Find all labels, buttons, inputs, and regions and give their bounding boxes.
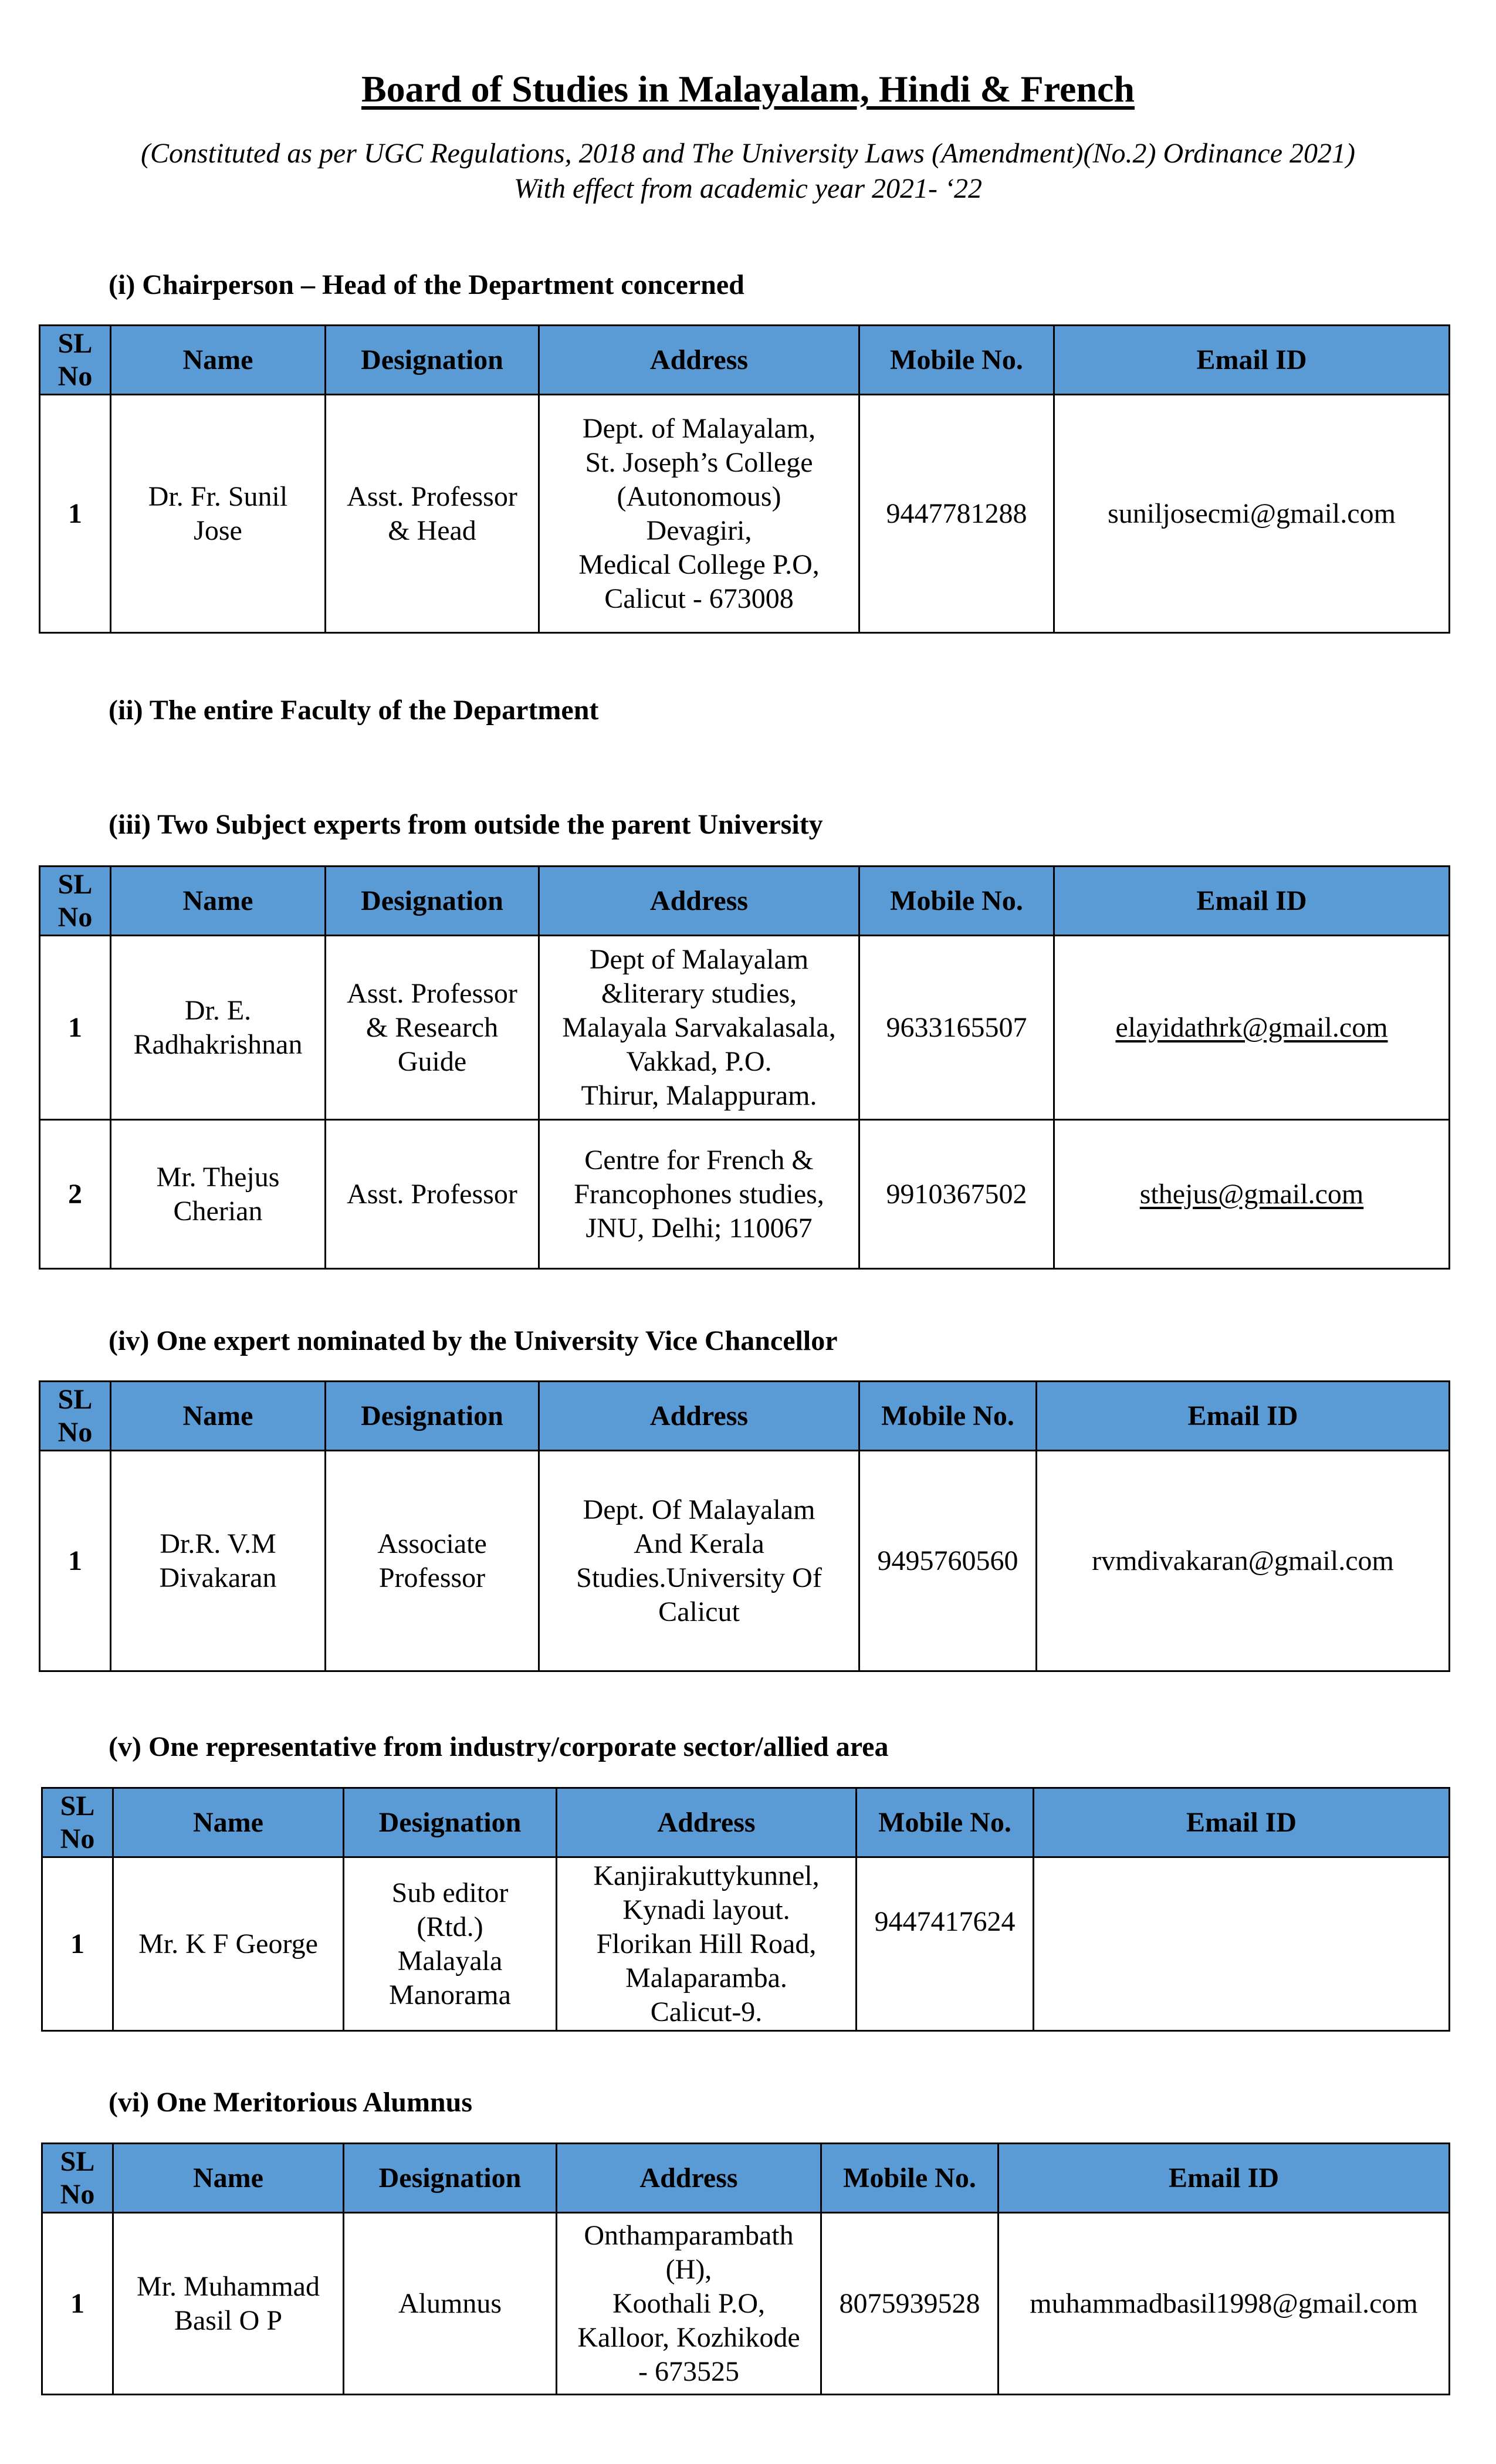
header-address: Address (557, 1788, 857, 1857)
table-row (42, 2213, 1450, 2395)
header-name: Name (111, 867, 326, 936)
header-sl-no: SL No (42, 2144, 113, 2213)
designation-cell: Alumnus (344, 2213, 557, 2395)
address-cell: Onthamparambath (H), Koothali P.O, Kalloor, Kozhikode - 673525 (557, 2213, 821, 2395)
header-name: Name (113, 2144, 344, 2213)
header-name: Name (111, 1382, 326, 1451)
table-row (42, 1857, 1450, 2031)
name-cell: Mr. K F George (113, 1857, 344, 2031)
subtitle-line-1: (Constituted as per UGC Regulations, 2018 and The University Laws (Amendment)(No.2) Ordinance 2021) (140, 138, 1356, 169)
address-cell: Dept. Of Malayalam And Kerala Studies.University Of Calicut (539, 1451, 859, 1671)
sl-no-cell: 1 (42, 1857, 113, 2031)
address-cell: Kanjirakuttykunnel, Kynadi layout. Florikan Hill Road, Malaparamba. Calicut-9. (557, 1857, 857, 2031)
name-cell: Dr. E. Radhakrishnan (111, 936, 326, 1120)
industry-rep-table (41, 1787, 1450, 2032)
header-name: Name (111, 326, 326, 395)
mobile-cell: 9495760560 (859, 1451, 1037, 1671)
section-heading-industry-rep: (v) One representative from industry/corporate sector/allied area (109, 1731, 889, 1762)
section-heading-subject-experts: (iii) Two Subject experts from outside the parent University (109, 809, 823, 840)
header-mobile: Mobile No. (821, 2144, 999, 2213)
designation-cell: Associate Professor (326, 1451, 539, 1671)
header-sl-no: SL No (42, 1788, 113, 1857)
sl-no-cell: 1 (42, 2213, 113, 2395)
chairperson-table (39, 324, 1450, 634)
header-address: Address (539, 326, 859, 395)
header-sl-no: SL No (40, 326, 111, 395)
address-cell: Dept of Malayalam &literary studies, Malayala Sarvakalasala, Vakkad, P.O. Thirur, Malappuram. (539, 936, 859, 1120)
sl-no-cell: 1 (40, 1451, 111, 1671)
mobile-cell: 8075939528 (821, 2213, 999, 2395)
section-heading-vc-nominee: (iv) One expert nominated by the University Vice Chancellor (109, 1325, 838, 1356)
table-header-row (40, 867, 1450, 936)
email-cell (1034, 1857, 1450, 2031)
sl-no-cell: 1 (40, 395, 111, 633)
header-sl-no: SL No (40, 867, 111, 936)
designation-cell: Asst. Professor & Research Guide (326, 936, 539, 1120)
name-cell: Mr. Thejus Cherian (111, 1120, 326, 1269)
address-cell: Dept. of Malayalam, St. Joseph’s College (Autonomous) Devagiri, Medical College P.O, Calicut - 673008 (539, 395, 859, 633)
address-cell: Centre for French & Francophones studies, JNU, Delhi; 110067 (539, 1120, 859, 1269)
header-designation: Designation (326, 326, 539, 395)
table-row (40, 395, 1450, 633)
email-cell: muhammadbasil1998@gmail.com (999, 2213, 1450, 2395)
designation-cell: Sub editor (Rtd.) Malayala Manorama (344, 1857, 557, 2031)
header-mobile: Mobile No. (859, 867, 1054, 936)
subject-experts-table (39, 865, 1450, 1270)
table-row (40, 1120, 1450, 1269)
email-cell: suniljosecmi@gmail.com (1054, 395, 1450, 633)
header-designation: Designation (344, 1788, 557, 1857)
table-header-row (40, 1382, 1450, 1451)
mobile-cell: 9447781288 (859, 395, 1054, 633)
table-header-row (40, 326, 1450, 395)
mobile-cell: 9633165507 (859, 936, 1054, 1120)
email-link[interactable]: elayidathrk@gmail.com (1054, 936, 1450, 1120)
alumnus-table (41, 2143, 1450, 2395)
header-email: Email ID (1037, 1382, 1450, 1451)
header-designation: Designation (344, 2144, 557, 2213)
header-sl-no: SL No (40, 1382, 111, 1451)
header-name: Name (113, 1788, 344, 1857)
section-heading-alumnus: (vi) One Meritorious Alumnus (109, 2087, 472, 2118)
header-address: Address (539, 867, 859, 936)
page-subtitle (0, 136, 1496, 207)
sl-no-cell: 1 (40, 936, 111, 1120)
name-cell: Dr.R. V.M Divakaran (111, 1451, 326, 1671)
vc-nominee-table (39, 1380, 1450, 1672)
header-address: Address (539, 1382, 859, 1451)
header-designation: Designation (326, 1382, 539, 1451)
name-cell: Dr. Fr. Sunil Jose (111, 395, 326, 633)
mobile-cell: 9910367502 (859, 1120, 1054, 1269)
email-cell: rvmdivakaran@gmail.com (1037, 1451, 1450, 1671)
mobile-cell: 9447417624 (857, 1857, 1034, 2031)
header-email: Email ID (1054, 867, 1450, 936)
section-heading-chairperson: (i) Chairperson – Head of the Department concerned (109, 269, 744, 300)
table-header-row (42, 2144, 1450, 2213)
name-cell: Mr. Muhammad Basil O P (113, 2213, 344, 2395)
header-mobile: Mobile No. (859, 1382, 1037, 1451)
header-mobile: Mobile No. (859, 326, 1054, 395)
header-designation: Designation (326, 867, 539, 936)
header-mobile: Mobile No. (857, 1788, 1034, 1857)
table-header-row (42, 1788, 1450, 1857)
page-title: Board of Studies in Malayalam, Hindi & French (361, 68, 1135, 110)
header-email: Email ID (1054, 326, 1450, 395)
email-link[interactable]: sthejus@gmail.com (1054, 1120, 1450, 1269)
designation-cell: Asst. Professor (326, 1120, 539, 1269)
header-address: Address (557, 2144, 821, 2213)
table-row (40, 1451, 1450, 1671)
header-email: Email ID (999, 2144, 1450, 2213)
subtitle-line-2: With effect from academic year 2021- ‘22 (514, 173, 982, 204)
header-email: Email ID (1034, 1788, 1450, 1857)
designation-cell: Asst. Professor & Head (326, 395, 539, 633)
sl-no-cell: 2 (40, 1120, 111, 1269)
table-row (40, 936, 1450, 1120)
section-heading-faculty: (ii) The entire Faculty of the Department (109, 695, 599, 726)
